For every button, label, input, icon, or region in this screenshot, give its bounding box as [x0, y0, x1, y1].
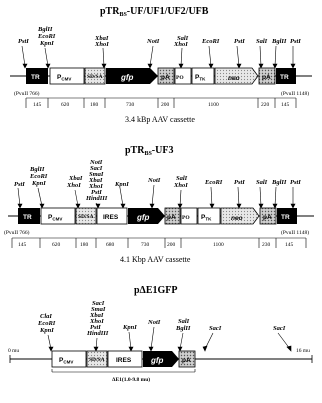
site-label: BglII	[176, 325, 191, 332]
site-label: PstI	[290, 179, 301, 186]
site-label: ClaI	[40, 313, 52, 320]
size-label: 180	[90, 102, 99, 108]
site-label: SalI	[178, 318, 190, 325]
site-label: EcoRI	[30, 173, 48, 180]
construct-1-title: pTR$_{BS}$-UF/UF1/UF2/UFB	[100, 6, 209, 18]
site-label: SacI	[90, 165, 103, 172]
site-label: SacI	[273, 325, 286, 332]
construct-3-title: pΔE1GFP	[134, 285, 178, 296]
element-label: pA	[161, 74, 170, 81]
element-label: PO	[176, 75, 184, 81]
element-label: TR	[280, 74, 289, 81]
size-label: 1100	[208, 102, 219, 108]
element-label: pA	[167, 214, 176, 221]
element-label: gfp	[137, 213, 150, 222]
site-label: BglII	[272, 179, 287, 186]
site-label: XbaI	[90, 312, 104, 319]
element-label: pA	[263, 214, 272, 221]
element-label: gfp	[151, 356, 164, 365]
size-label: 200	[167, 242, 176, 248]
site-label: XbaI	[95, 35, 109, 42]
site-label: KpnI	[123, 324, 137, 331]
site-label: NotI	[90, 159, 103, 166]
site-label: XhoI	[174, 182, 188, 189]
left-end-label: (PvuII 766)	[14, 91, 40, 97]
size-label: 230	[262, 242, 271, 248]
site-label: SacI	[92, 300, 105, 307]
left-end-label: 0 mu	[8, 348, 20, 354]
site-label: PstI	[90, 324, 101, 331]
size-label: 145	[285, 242, 294, 248]
construct-2-sites	[14, 159, 301, 202]
construct-1-sites	[18, 26, 301, 48]
site-label: PstI	[18, 38, 29, 45]
element-label: TR	[281, 214, 290, 221]
element-label: SD/SA	[87, 74, 103, 80]
size-label: 180	[80, 242, 89, 248]
site-label: PstI	[234, 38, 245, 45]
site-label: NotI	[147, 38, 160, 45]
construct-3-sites	[37, 300, 286, 337]
right-end-label: 16 mu	[296, 348, 310, 354]
site-label: XbaI	[89, 177, 103, 184]
site-label: BglII	[38, 26, 53, 33]
site-label: PstI	[290, 38, 301, 45]
right-end-label: (PvuII 1148)	[281, 230, 310, 236]
deletion-bracket	[52, 369, 195, 372]
element-label: neo	[231, 215, 243, 222]
site-label: BglII	[30, 166, 45, 173]
site-label: NotI	[148, 177, 161, 184]
site-label: XhoI	[90, 318, 104, 325]
site-label: KpnI	[115, 181, 129, 188]
site-label: SmaI	[91, 306, 106, 313]
site-label: NotI	[148, 319, 161, 326]
right-end-label: (PvuII 1148)	[281, 91, 310, 97]
size-label: 680	[106, 242, 115, 248]
element-label: SD/SA	[78, 214, 94, 220]
construct-1	[10, 6, 312, 124]
element-label: pA	[262, 74, 271, 81]
site-label: SacI	[209, 325, 222, 332]
site-label: PstI	[91, 189, 102, 196]
site-label: BglII	[272, 38, 287, 45]
construct-2	[4, 145, 314, 264]
size-label: 730	[141, 242, 150, 248]
site-label: KpnI	[40, 327, 54, 334]
site-label: XbaI	[69, 175, 83, 182]
element-label: IRES	[103, 214, 119, 221]
site-label: EcoRI	[38, 33, 56, 40]
site-label: HindIII	[86, 195, 108, 202]
construct-2-caption: 4.1 Kbp AAV cassette	[120, 255, 191, 264]
site-label: XhoI	[95, 41, 109, 48]
site-label: KpnI	[40, 40, 54, 47]
site-label: SalI	[256, 179, 268, 186]
construct-3-caption: ΔE1(1.0-9.8 mu)	[112, 377, 151, 383]
site-label: XhoI	[89, 183, 103, 190]
site-label: PstI	[234, 179, 245, 186]
size-label: 220	[261, 102, 270, 108]
element-label: neo	[228, 75, 240, 82]
element-label: PO	[182, 215, 190, 221]
element-label: $P_{CMV}$	[48, 214, 63, 222]
construct-3-arrows	[48, 327, 291, 351]
site-label: XhoI	[67, 182, 81, 189]
size-label: 145	[281, 102, 290, 108]
element-label: IRES	[116, 357, 132, 364]
size-label: 730	[126, 102, 135, 108]
construct-3	[8, 285, 312, 383]
site-label: SalI	[177, 35, 189, 42]
element-label: pA	[182, 357, 191, 364]
construct-1-caption: 3.4 kBp AAV cassette	[125, 115, 195, 124]
element-label: SD/SA	[89, 357, 105, 363]
left-end-label: (PvuII 766)	[4, 230, 30, 236]
element-label: $P_{CMV}$	[57, 74, 72, 82]
element-label: TR	[31, 74, 40, 81]
site-label: SalI	[176, 175, 188, 182]
site-label: EcoRI	[38, 320, 56, 327]
site-label: EcoRI	[205, 179, 223, 186]
site-label: XhoI	[174, 41, 188, 48]
element-label: $P_{TK}$	[195, 74, 206, 82]
construct-2-arrows	[18, 185, 295, 208]
element-label: $P_{CMV}$	[59, 357, 74, 365]
size-label: 145	[33, 102, 42, 108]
site-label: PstI	[14, 181, 25, 188]
site-label: SalI	[256, 38, 268, 45]
size-label: 620	[52, 242, 61, 248]
size-label: 1100	[213, 242, 224, 248]
site-label: EcoRI	[202, 38, 220, 45]
construct-1-arrows	[22, 46, 295, 68]
site-label: HindIII	[87, 330, 109, 337]
site-label: KpnI	[32, 180, 46, 187]
size-label: 620	[61, 102, 70, 108]
size-label: 200	[161, 102, 170, 108]
element-label: gfp	[121, 73, 134, 82]
construct-2-title: pTR$_{BS}$-UF3	[125, 145, 174, 157]
element-label: TR	[23, 214, 32, 221]
site-label: SmaI	[89, 171, 104, 178]
element-label: $P_{TK}$	[201, 214, 212, 222]
size-label: 145	[18, 242, 27, 248]
